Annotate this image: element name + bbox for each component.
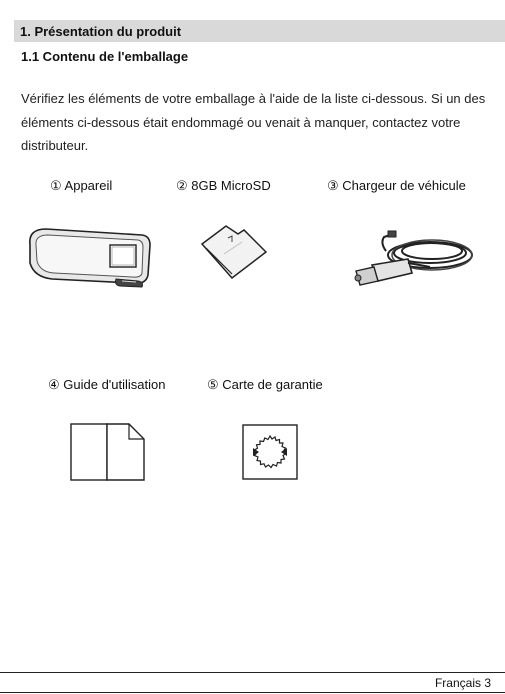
item-label-garantie: ⑤ Carte de garantie xyxy=(207,377,323,392)
warranty-card-icon xyxy=(242,424,298,485)
subsection-title: 1.1 Contenu de l'emballage xyxy=(21,49,189,64)
item-label-microsd: ② 8GB MicroSD xyxy=(176,178,271,193)
section-header-bar xyxy=(14,20,505,42)
user-guide-icon xyxy=(70,423,146,486)
page-number: Français 3 xyxy=(434,676,491,690)
car-charger-icon xyxy=(350,225,480,296)
item-label-appareil: ① Appareil xyxy=(50,178,113,193)
item-label-guide: ④ Guide d'utilisation xyxy=(48,377,166,392)
footer-rule-bottom xyxy=(0,692,505,693)
item-label-chargeur: ③ Chargeur de véhicule xyxy=(327,178,466,193)
section-title: 1. Présentation du produit xyxy=(20,23,182,39)
footer-rule-top xyxy=(0,672,505,673)
microsd-card-icon xyxy=(198,222,270,285)
intro-paragraph: Vérifiez les éléments de votre emballage à l'aide de la liste ci-dessous. Si un des éléments ci-dessous était endommagé ou venait à manquer, contactez votre distributeur. xyxy=(21,91,486,153)
rearview-mirror-icon xyxy=(24,223,154,296)
